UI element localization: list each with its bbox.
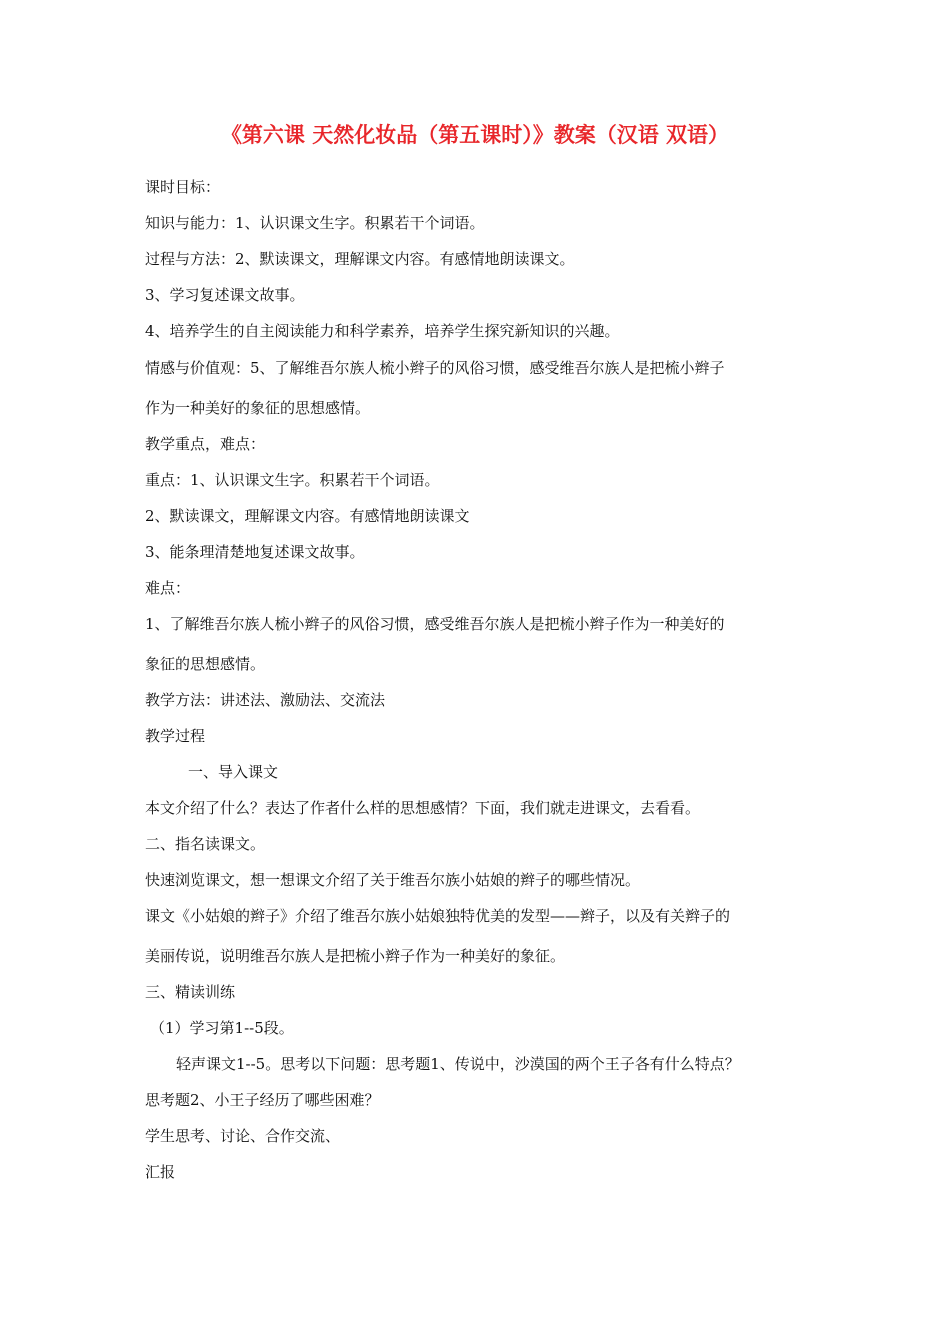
text-line-reading-ability: 4、培养学生的自主阅读能力和科学素养，培养学生探究新知识的兴趣。	[145, 322, 620, 340]
text-line-difficulty-heading: 难点：	[145, 579, 191, 597]
text-line-questions: 轻声课文1--5。思考以下问题：思考题1、传说中，沙漠国的两个王子各有什么特点？	[176, 1055, 740, 1073]
text-line-summary: 课文《小姑娘的辫子》介绍了维吾尔族小姑娘独特优美的发型——辫子，以及有关辫子的	[145, 907, 731, 925]
text-line-difficulty-1-cont: 象征的思想感情。	[145, 655, 266, 673]
text-line-emotion: 情感与价值观：5、了解维吾尔族人梳小辫子的风俗习惯，感受维吾尔族人是把梳小辫子	[145, 359, 725, 377]
document-title: 《第六课 天然化妆品（第五课时）》教案（汉语 双语）	[220, 123, 730, 147]
text-line-process: 过程与方法：2、默读课文，理解课文内容。有感情地朗读课文。	[145, 250, 575, 268]
text-line-report: 汇报	[145, 1163, 176, 1181]
text-line-key-2: 2、默读课文，理解课文内容。有感情地朗读课文	[145, 507, 470, 525]
text-line-objectives-heading: 课时目标：	[145, 178, 221, 196]
text-line-section-2: 二、指名读课文。	[145, 835, 266, 853]
text-line-retell: 3、学习复述课文故事。	[145, 286, 305, 304]
text-line-knowledge: 知识与能力：1、认识课文生字。积累若干个词语。	[145, 214, 485, 232]
text-line-intro-question: 本文介绍了什么？表达了作者什么样的思想感情？下面，我们就走进课文，去看看。	[145, 799, 701, 817]
text-line-part-1: （1）学习第1--5段。	[150, 1019, 294, 1037]
text-line-emotion-cont: 作为一种美好的象征的思想感情。	[145, 399, 371, 417]
text-line-methods: 教学方法：讲述法、激励法、交流法	[145, 691, 386, 709]
text-line-discussion: 学生思考、讨论、合作交流、	[145, 1127, 341, 1145]
text-line-browse: 快速浏览课文，想一想课文介绍了关于维吾尔族小姑娘的辫子的哪些情况。	[145, 871, 641, 889]
text-line-key-3: 3、能条理清楚地复述课文故事。	[145, 543, 365, 561]
text-line-process-heading: 教学过程	[145, 727, 206, 745]
text-line-difficulty-1: 1、了解维吾尔族人梳小辫子的风俗习惯，感受维吾尔族人是把梳小辫子作为一种美好的	[145, 615, 725, 633]
text-line-section-1: 一、导入课文	[188, 763, 279, 781]
text-line-question-2: 思考题2、小王子经历了哪些困难？	[145, 1091, 380, 1109]
text-line-key-points-heading: 教学重点，难点：	[145, 435, 266, 453]
text-line-key-1: 重点：1、认识课文生字。积累若干个词语。	[145, 471, 440, 489]
text-line-summary-cont: 美丽传说，说明维吾尔族人是把梳小辫子作为一种美好的象征。	[145, 947, 566, 965]
text-line-section-3: 三、精读训练	[145, 983, 236, 1001]
